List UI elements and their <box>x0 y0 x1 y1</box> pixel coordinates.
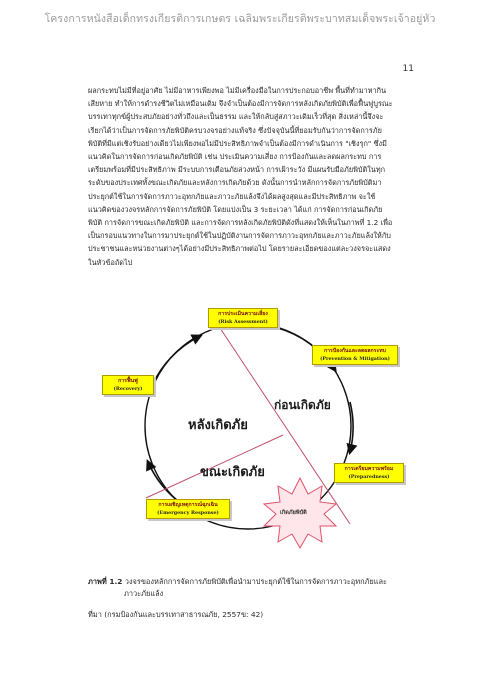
box-label-th: การป้องกันและลดผลกระทบ <box>324 348 386 354</box>
body-paragraph <box>88 84 412 269</box>
body-line: ในหัวข้อถัดไป <box>88 257 133 267</box>
page-number: 11 <box>402 64 414 74</box>
body-line: ระดับของประเทศทั้งขณะเกิดภัยและหลังการเกิดภัยด้วย ดังนั้นการนำหลักการจัดการภัยพิบัติมา <box>88 178 382 188</box>
prevention-mitigation-box <box>312 345 398 365</box>
body-line: แนวคิดในการจัดการก่อนเกิดภัยพิบัติ เช่น ประเมินความเสี่ยง การป้องกันและลดผลกระทบ การ <box>88 152 382 162</box>
zone-label-during: ขณะเกิดภัย <box>200 465 265 480</box>
recovery-box <box>102 375 154 395</box>
body-line: ประชาชนและหน่วยงานต่างๆได้อย่างมีประสิทธิภาพต่อไป โดยรายละเอียดของแต่ละวงจรจะแสดง <box>88 244 391 254</box>
body-line: เตรียมพร้อมที่มีประสิทธิภาพ มีระบบการเตือนภัยล่วงหน้า การเฝ้าระวัง มีแผนรับมือภัยพิบัติในทุก <box>88 165 386 175</box>
caption-text: วงจรของหลักการจัดการภัยพิบัติเพื่อนำมาประยุกต์ใช้ในการจัดการภาวะอุทกภัยและ <box>124 577 388 586</box>
box-label-th: การเผชิญเหตุการณ์ฉุกเฉิน <box>158 502 218 508</box>
cycle-arrow <box>151 336 200 388</box>
body-line: เป็นกรอบแนวทางในการมาประยุกต์ใช้ในปฏิบัติงานการจัดการภาวะอุทกภัยและภาวะภัยแล้งให้กับ <box>88 231 391 241</box>
zone-label-before: ก่อนเกิดภัย <box>274 398 331 412</box>
figure-source: ที่มา (กรมป้องกันและบรรเทาสาธารณภัย, 2557ข: 42) <box>88 610 264 619</box>
body-line: แนวคิดของวงจรหลักการจัดการภัยพิบัติ โดยแบ่งเป็น 3 ระยะเวลา ได้แก่ การจัดการก่อนเกิดภัย <box>88 204 383 214</box>
body-line: พิบัติ การจัดการขณะเกิดภัยพิบัติ และการจัดการหลังเกิดภัยพิบัติดังที่แสดงให้เห็นในภาพที่ 1.2 เพื่อ <box>88 218 393 228</box>
box-label-en: (Recovery) <box>113 386 143 392</box>
box-label-en: (Preparedness) <box>348 474 390 480</box>
figure-caption <box>88 576 428 600</box>
caption-label: ภาพที่ 1.2 <box>88 577 123 586</box>
zone-label-after: หลังเกิดภัย <box>188 418 248 433</box>
body-line: ประยุกต์ใช้ในการจัดการภาวะอุทกภัยและภาวะภัยแล้งจึงได้ผลสูงสุดและมีประสิทธิภาพ จะใช้ <box>88 191 376 201</box>
body-line: บรรเทาทุกข์ผู้ประสบภัยอย่างทั่วถึงและเป็นธรรม และให้กลับสู่สภาวะเดิมเร็วที่สุด สิ่งเหล่านี้จึงจะ <box>88 112 384 122</box>
body-line: เสียหาย ทำให้การดำรงชีวิตไม่เหมือนเดิม จึงจำเป็นต้องมีการจัดการหลังเกิดภัยพิบัติเพื่อฟื้นฟูบูรณะ <box>88 99 393 109</box>
body-line: ผลกระทบไม่มีที่อยู่อาศัย ไม่มีอาหารเพียงพอ ไม่มีเครื่องมือในการประกอบอาชีพ พื้นที่ทำมาหากิน <box>88 86 387 95</box>
risk-assessment-box <box>208 308 278 328</box>
box-label-th: การฟื้นฟู <box>118 378 138 384</box>
box-label-en: (Prevention & Mitigation) <box>320 356 390 362</box>
disaster-star-label: เกิดภัยพิบัติ <box>280 510 307 516</box>
disaster-cycle-diagram <box>88 302 418 552</box>
preparedness-box <box>334 463 404 483</box>
cycle-arrow <box>148 462 182 504</box>
cycle-graphic <box>88 302 418 552</box>
box-label-th: การเตรียมความพร้อม <box>344 466 394 472</box>
emergency-response-box <box>146 499 230 519</box>
box-label-th: การประเมินความเสี่ยง <box>218 311 268 317</box>
box-label-en: (Risk Assessment) <box>218 319 268 325</box>
running-header: โครงการหนังสือเด็กทรงเกียรติการเกษตร เฉลิมพระเกียรติพระบาทสมเด็จพระเจ้าอยู่หัว <box>44 13 436 25</box>
body-line: เรียกได้ว่าเป็นการจัดการภัยพิบัติครบวงจรอย่างแท้จริง ซึ่งปัจจุบันนี้ที่ยอมรับกันว่าการจัดการภัย <box>88 125 382 135</box>
box-label-en: (Emergency Response) <box>157 510 219 516</box>
caption-text-cont: ภาวะภัยแล้ง <box>124 589 164 598</box>
body-line: พิบัติที่มีแต่เชิงรับอย่างเดียวไม่เพียงพอไม่มีประสิทธิภาพจำเป็นต้องมีการดำเนินการ "เชิงรุก" ซึ่งมี <box>88 138 387 148</box>
